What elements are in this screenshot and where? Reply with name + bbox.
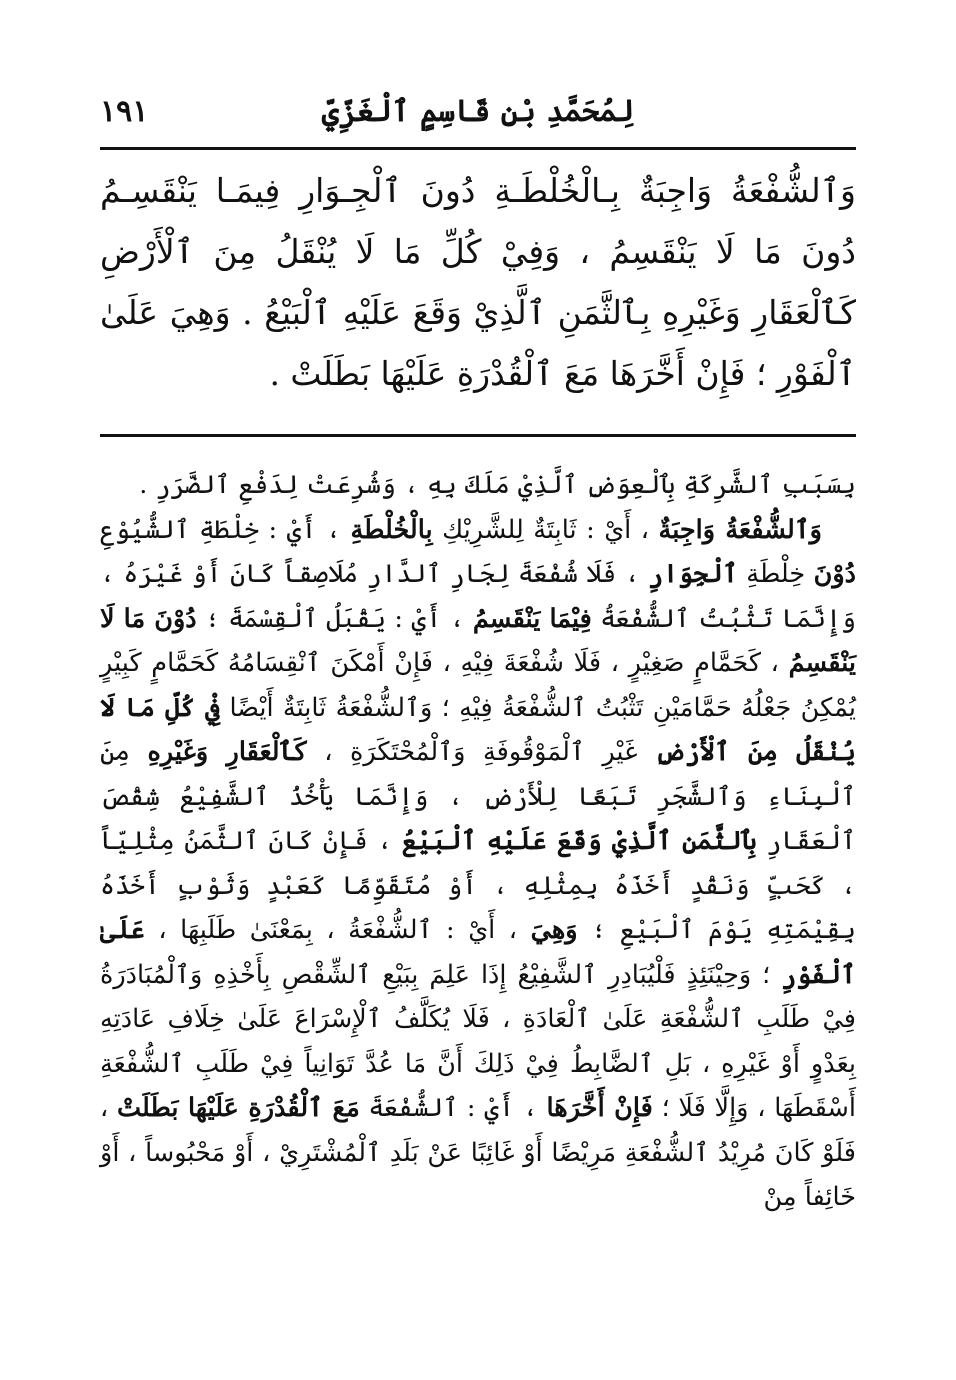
matn-quote: دُوْنَ (813, 559, 856, 589)
commentary-text: مِنَ ٱلْبِنَاءِ وَٱلشَّجَرِ تَبَعًا لِلْأَرْضِ ، وَإِنَّمَا يَأْخُذُ ٱلشَّفِيْعُ شِقْصَ ٱلْعَقَارِ (100, 737, 856, 856)
matn-quote: فِيْ كُلِّ مَا لَا يُنْقَلُ مِنَ ٱلْأَرْضِ (100, 692, 856, 767)
commentary-text: ، فَلَوْ كَانَ مُرِيْدُ ٱلشُّفْعَةِ مَرِيْضًا أَوْ غَائِبًا عَنْ بَلَدِ ٱلْمُشْتَرِيْ ، أَوْ مَحْبُوساً ، أَوْ خَائِفاً مِنْ (100, 1093, 856, 1212)
matn-text: وَٱلشُّفْعَةُ وَاجِبَةٌ بِـالْخُلْطَـةِ دُونَ ٱلْجِـوَارِ فِيمَـا يَنْقَسِـمُ دُونَ مَا لَا يَنْقَسِمُ ، وَفِيْ كُلِّ مَا لَا يُنْقَلُ مِنَ ٱلْأَرْضِ كَٱلْعَقَارِ وَغَيْرِهِ بِٱلثَّمَنِ ٱلَّذِيْ وَقَعَ عَلَيْهِ ٱلْبَيْعُ . وَهِيَ عَلَىٰ ٱلْفَوْرِ ؛ فَإِنْ أَخَّرَهَا مَعَ ٱلْقُدْرَةِ عَلَيْهَا بَطَلَتْ . (100, 171, 856, 393)
commentary-paragraph-2 (100, 508, 856, 1220)
matn-quote: عَلَىٰ ٱلْفَوْرِ (100, 915, 856, 990)
commentary-text: ؛ وَحِيْنَئِذٍ فَلْيُبَادِرِ ٱلشَّفِيْعُ إِذَا عَلِمَ بِبَيْعِ ٱلشِّقْصِ بِأَخْذِهِ وَٱلْمُبَادَرَةُ فِيْ طَلَبِ ٱلشُّفْعَةِ عَلَىٰ ٱلْعَادَةِ ، فَلَا يُكَلَّفُ ٱلْإِسْرَاعَ عَلَىٰ خِلَافِ عَادَتِهِ بِعَدْوٍ أَوْ غَيْرِهِ ، بَلِ ٱلضَّابِطُ فِيْ ذَلِكَ أَنَّ مَا عُدَّ تَوَانِياً فِيْ طَلَبِ ٱلشُّفْعَةِ أَسْقَطَهَا ، وَإِلَّا فَلَا ؛ (100, 959, 856, 1123)
separator-rule (100, 434, 856, 437)
commentary-text: ، أَيْ : ثَابِتَةٌ لِلشَّرِيْكِ (432, 514, 659, 545)
running-title: لِمُحَمَّدِ بْنِ قَاسِمٍ ٱلْغَزِّيِّ (321, 94, 635, 129)
matn-quote: فَإِنْ أَخَّرَهَا (546, 1093, 653, 1123)
commentary-text: ، كَحَمَّامٍ صَغِيْرٍ ، فَلَا شُفْعَةَ فِيْهِ ، فَإِنْ أَمْكَنَ ٱنْقِسَامُهُ كَحَمَّامٍ كَبِيْرٍ يُمْكِنُ جَعْلُهُ حَمَّامَيْنِ تَثْبُتُ ٱلشُّفْعَةُ فِيْهِ ؛ وَٱلشُّفْعَةُ ثَابِتَةٌ أَيْضًا (100, 648, 856, 723)
page-header (100, 92, 856, 142)
commentary-text: ، فَإِنْ كَانَ ٱلثَّمَنُ مِثْلِيّاً ، كَحَبٍّ وَنَقْدٍ أَخَذَهُ بِمِثْلِهِ ، أَوْ مُتَقَوِّمًا كَعَبْدٍ وَثَوْبٍ أَخَذَهُ بِقِيْمَتِهِ يَوْمَ ٱلْبَيْعِ ؛ (100, 826, 857, 945)
matn-quote: ٱلْجِوَارِ (648, 559, 738, 589)
matn-quote: بِٱلثَّمَنِ ٱلَّذِيْ وَقَعَ عَلَيْهِ ٱلْبَيْعُ (401, 826, 757, 856)
matn-quote: مَعَ ٱلْقُدْرَةِ عَلَيْهَا بَطَلَتْ (116, 1093, 360, 1123)
commentary-text: ، فَلَا شُفْعَةَ لِجَارِ ٱلدَّارِ مُلَاصِقاً كَانَ أَوْ غَيْرَهُ ، وَإِنَّمَا تَثْبُتُ ٱلشُّفْعَةُ (100, 559, 856, 634)
header-rule (100, 147, 856, 150)
commentary-paragraph-1: بِسَبَبِ ٱلشَّرِكَةِ بِٱلْعِوَضِ ٱلَّذِيْ مَلَكَ بِهِ ، وَشُرِعَتْ لِدَفْعِ ٱلضَّرَرِ . (139, 470, 856, 500)
commentary-text: ، أَيْ : ٱلشُّفْعَةُ ، بِمَعْنَىٰ طَلَبِهَا ، (144, 915, 531, 945)
commentary (100, 463, 856, 1220)
commentary-text: ، أَيْ : ٱلشُّفْعَةَ (359, 1093, 547, 1123)
matn-quote: بِالْخُلْطَةِ (350, 514, 433, 545)
commentary-text: خِلْطَةِ (737, 559, 814, 589)
matn-quote: وَهِيَ (530, 915, 578, 945)
matn-quote: كَٱلْعَقَارِ وَغَيْرِهِ (147, 737, 307, 767)
matn-quote: وَٱلشُّفْعَةُ وَاجِبَةٌ (658, 514, 822, 545)
commentary-text: ، أَيْ : يَقْبَلُ ٱلْقِسْمَةَ ؛ (196, 603, 473, 634)
matn-quote: دُوْنَ مَا لَا يَنْقَسِمُ (100, 603, 856, 678)
matn-quote: فِيْمَا يَنْقَسِمُ (472, 603, 592, 634)
commentary-text: غَيْرِ ٱلْمَوْقُوفَةِ وَٱلْمُحْتَكَرَةِ ، (306, 737, 655, 767)
commentary-text: ، أَيْ : خِلْطَةِ ٱلشُّيُوْعِ (100, 514, 351, 545)
page-number: ١٩١ (100, 94, 149, 129)
